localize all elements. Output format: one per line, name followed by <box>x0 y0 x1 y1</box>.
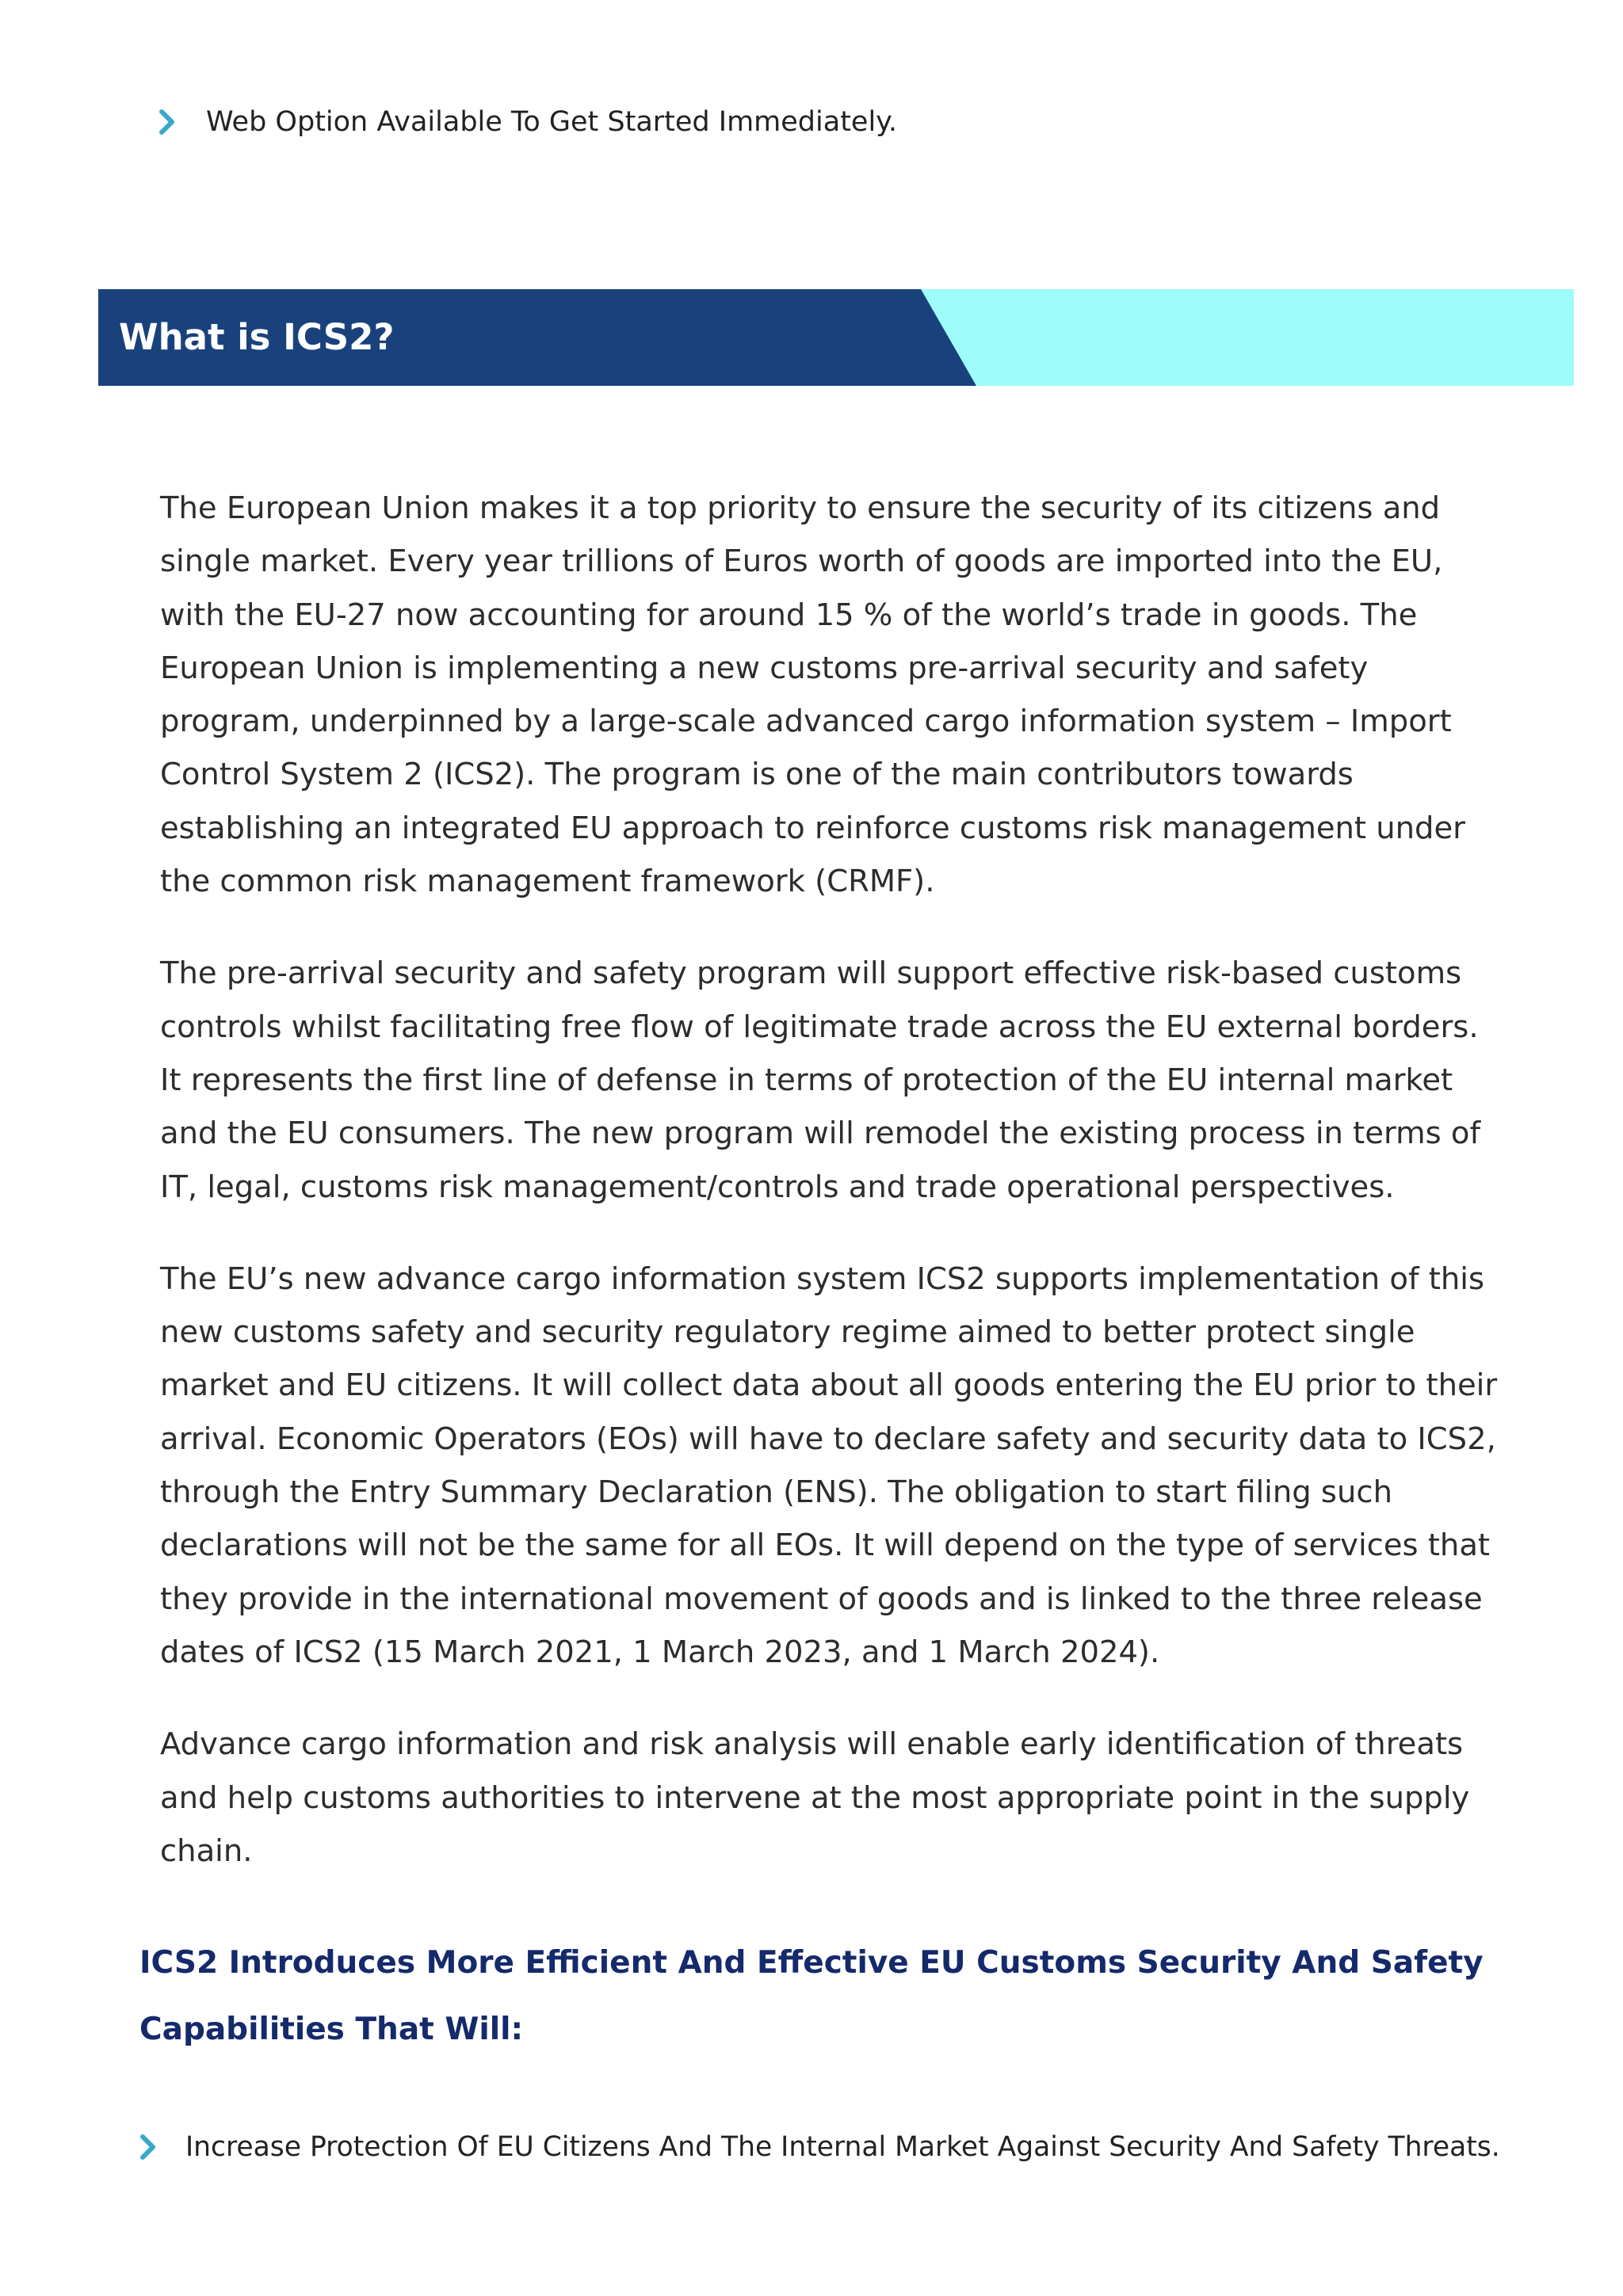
bullet-item-web-option <box>157 106 897 138</box>
paragraph-risk-analysis: Advance cargo information and risk analysis will enable early identification of threats and help customs authorities to intervene at the most appropriate point in the supply chain. <box>160 1726 1470 1869</box>
bullet-text: Web Option Available To Get Started Immediately. <box>206 106 898 138</box>
section-title: What is ICS2? <box>119 316 395 358</box>
bullet-item-increase-protection <box>138 2131 1500 2163</box>
paragraph-ics2-system: The EU’s new advance cargo information system ICS2 supports implementation of this new customs safety and security regulatory regime aimed to better protect single market and EU citizens. It will collect data about all goods entering the EU prior to their arrival. Economic Operators (EOs) will have to declare safety and security data to ICS2, through the Entry Summary Declaration (ENS). The obligation to start filing such declarations will not be the same for all EOs. It will depend on the type of services that they provide in the international movement of goods and is linked to the three release dates of ICS2 (15 March 2021, 1 March 2023, and 1 March 2024). <box>160 1261 1498 1670</box>
paragraph-pre-arrival-program: The pre-arrival security and safety program will support effective risk-based customs controls whilst facilitating free flow of legitimate trade across the EU external borders. It represents the first line of defense in terms of protection of the EU internal market and the EU consumers. The new program will remodel the existing process in terms of IT, legal, customs risk management/controls and trade operational perspectives. <box>160 955 1481 1205</box>
bullet-text: Increase Protection Of EU Citizens And The Internal Market Against Security And Safety Threats. <box>185 2131 1500 2163</box>
paragraph-eu-priority: The European Union makes it a top priority to ensure the security of its citizens and single market. Every year trillions of Euros worth of goods are imported into the EU, with the EU-27 now accounting for around 15 % of the world’s trade in goods. The European Union is implementing a new customs pre-arrival security and safety program, underpinned by a large-scale advanced cargo information system – Import Control System 2 (ICS2). The program is one of the main contributors towards establishing an integrated EU approach to reinforce customs risk management under the common risk management framework (CRMF). <box>160 490 1466 900</box>
article-body <box>160 482 1507 1917</box>
sub-heading: ICS2 Introduces More Efficient And Effective EU Customs Security And Safety Capabilities That Will: <box>139 1945 1484 2047</box>
chevron-right-icon <box>157 108 178 136</box>
chevron-right-icon <box>138 2133 158 2161</box>
section-banner <box>98 289 1574 386</box>
